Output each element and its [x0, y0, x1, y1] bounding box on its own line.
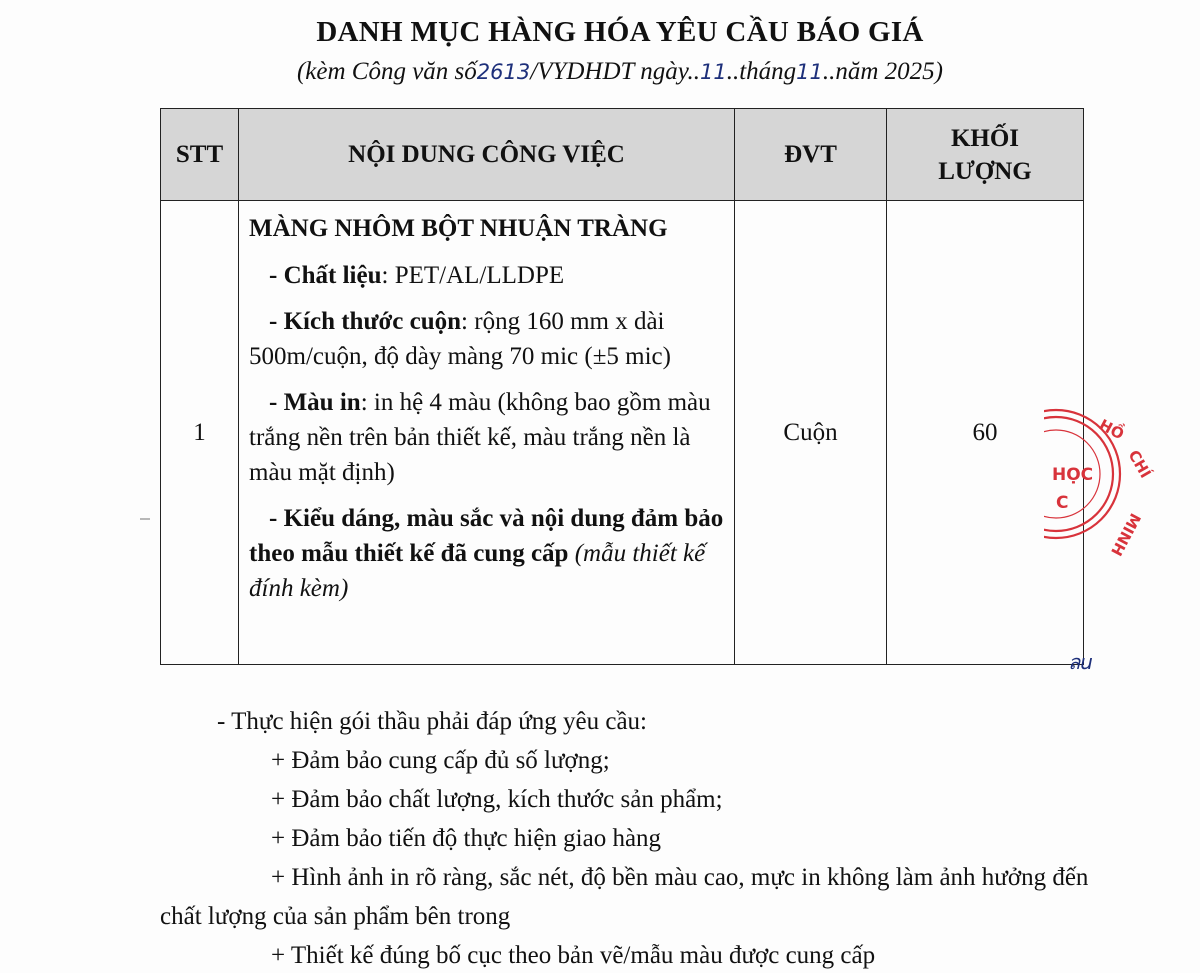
subtitle-middle-2: ..tháng	[726, 58, 797, 85]
seal-icon	[1044, 384, 1200, 564]
handwritten-doc-number: 2613	[476, 60, 531, 84]
spec-roll-size-text: : rộng 160 mm x dài 500m/cuộn, độ dày màng 70 mic (±5 mic)	[249, 308, 671, 370]
spec-print-color	[249, 385, 724, 490]
spec-roll-size-label: - Kích thước cuộn	[269, 308, 462, 335]
margin-mark	[140, 518, 150, 520]
subtitle-suffix: ..năm 2025)	[822, 58, 944, 85]
spec-design-text: (mẫu thiết kế đính kèm)	[249, 540, 706, 602]
spec-design	[249, 501, 724, 606]
cell-unit: Cuộn	[735, 201, 887, 665]
requirement-item: + Đảm bảo tiến độ thực hiện giao hàng	[271, 825, 662, 852]
seal-text-hoc: HỌC	[1052, 465, 1094, 485]
header-quantity	[887, 109, 1084, 201]
document-title: DANH MỤC HÀNG HÓA YÊU CẦU BÁO GIÁ	[316, 16, 924, 48]
cell-stt: 1	[161, 201, 239, 665]
cell-quantity: 60	[887, 201, 1084, 665]
spec-material	[249, 258, 724, 293]
header-unit: ĐVT	[735, 109, 887, 201]
subtitle-middle-1: /VYDHDT ngày..	[530, 58, 700, 85]
goods-table	[160, 108, 1084, 665]
seal-text-c: C	[1056, 493, 1069, 513]
requirements-section	[160, 702, 1090, 975]
seal-text-ho: HỒ	[1096, 415, 1127, 444]
requirement-item: + Hình ảnh in rõ ràng, sắc nét, độ bền màu cao, mực in không làm ảnh hưởng đến chất lượng của sản phẩm bên trong	[160, 864, 1089, 930]
spec-print-color-label: - Màu in	[269, 389, 361, 416]
handwritten-initials: ลu	[1068, 650, 1093, 674]
product-name: MÀNG NHÔM BỘT NHUẬN TRÀNG	[249, 215, 668, 242]
table-header-row	[161, 109, 1084, 201]
seal-text-chi: CHÍ	[1124, 447, 1155, 482]
header-stt: STT	[161, 109, 239, 201]
table-row	[161, 201, 1084, 665]
header-content: NỘI DUNG CÔNG VIỆC	[239, 109, 735, 201]
spec-design-label: - Kiểu dáng, màu sắc và nội dung đảm bảo theo mẫu thiết kế đã cung cấp	[249, 505, 724, 567]
header-quantity-line-1: KHỐI	[950, 124, 1020, 152]
requirement-item: + Đảm bảo chất lượng, kích thước sản phẩm;	[271, 786, 723, 813]
cell-content	[239, 201, 735, 665]
header-quantity-line-2: LƯỢNG	[938, 157, 1032, 185]
spec-print-color-text: : in hệ 4 màu (không bao gồm màu trắng nền trên bản thiết kế, màu trắng nền là màu mặt định)	[249, 389, 711, 486]
handwritten-day: 11	[699, 60, 727, 84]
subtitle-prefix: (kèm Công văn số	[296, 58, 477, 85]
seal-text-minh: MINH	[1107, 510, 1145, 559]
document-subtitle	[0, 58, 1200, 86]
spec-material-text: : PET/AL/LLDPE	[381, 262, 565, 289]
requirements-intro: - Thực hiện gói thầu phải đáp ứng yêu cầu:	[217, 708, 647, 735]
requirement-item: + Đảm bảo cung cấp đủ số lượng;	[271, 747, 610, 774]
handwritten-month: 11	[796, 60, 823, 84]
red-seal-stamp	[1044, 384, 1200, 564]
spec-roll-size	[249, 304, 724, 374]
spec-material-label: - Chất liệu	[269, 262, 382, 289]
requirement-item: + Thiết kế đúng bố cục theo bản vẽ/mẫu màu được cung cấp	[271, 942, 876, 969]
